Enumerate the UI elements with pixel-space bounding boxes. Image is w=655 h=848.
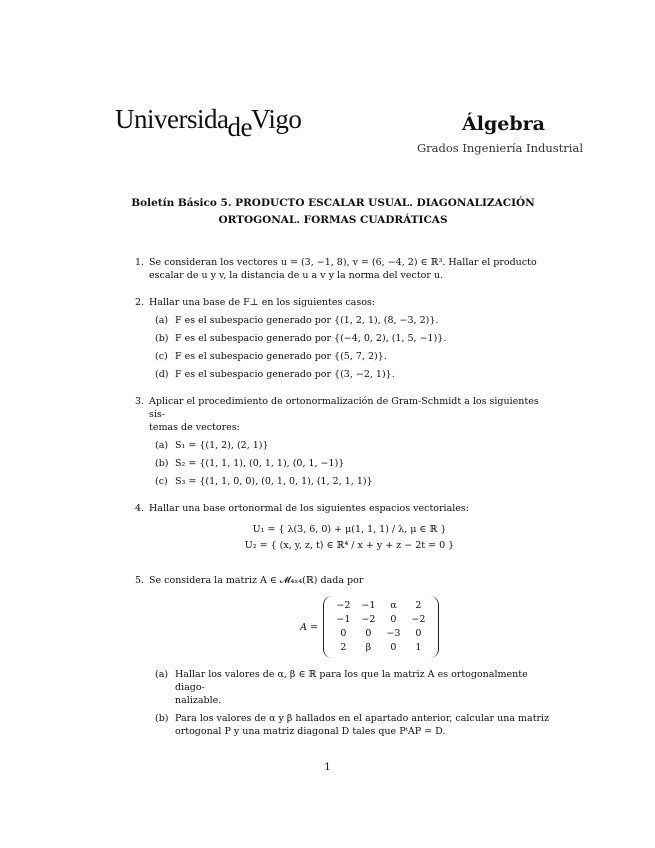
- matrix-a: [189, 596, 550, 658]
- exercise-number: 1.: [135, 257, 145, 268]
- matrix-row: [332, 614, 430, 626]
- subitem: [155, 475, 550, 488]
- subitem-label: (a): [155, 315, 169, 326]
- subitem-list: [149, 314, 550, 381]
- exercise-text: Aplicar el procedimiento de ortonormalización de Gram-Schmidt a los siguientes sis-: [149, 396, 539, 420]
- subitem-label: (c): [155, 351, 168, 362]
- matrix-cell: 1: [415, 642, 422, 653]
- matrix-cell: 0: [365, 628, 372, 639]
- subitem-text: F es el subespacio generado por {(3, −2, 1)}.: [175, 369, 395, 380]
- matrix-table: [323, 596, 439, 658]
- subitem-text: S₁ = {(1, 2), (2, 1)}: [175, 440, 269, 451]
- matrix-cell: β: [365, 642, 372, 653]
- matrix-cell: α: [390, 600, 397, 611]
- exercise-3: [135, 395, 550, 488]
- matrix-row: [332, 642, 430, 654]
- course-title: Álgebra: [462, 113, 545, 135]
- matrix-cell: 2: [415, 600, 422, 611]
- exercise-text: Hallar una base de F⊥ en los siguientes casos:: [149, 297, 375, 308]
- exercise-5: [135, 574, 550, 738]
- subitem-label: (c): [155, 476, 168, 487]
- subitem-list: [149, 439, 550, 488]
- exercise-1: [135, 256, 550, 282]
- matrix-cell: −3: [386, 628, 401, 639]
- exercise-2: [135, 296, 550, 381]
- bulletin-line-1: Boletín Básico 5. PRODUCTO ESCALAR USUAL. DIAGONALIZACIÓN: [131, 197, 535, 209]
- subitem-text: S₂ = {(1, 1, 1), (0, 1, 1), (0, 1, −1)}: [175, 458, 345, 469]
- subitem-text: Hallar los valores de α, β ∈ ℝ para los que la matriz A es ortogonalmente diago-: [175, 669, 528, 693]
- subitem: [155, 314, 550, 327]
- matrix-cell: 0: [390, 642, 397, 653]
- exercise-list: [135, 256, 550, 743]
- exercise-text: Se consideran los vectores u = (3, −1, 8), v = (6, −4, 2) ∈ ℝ³. Hallar el producto: [149, 257, 537, 268]
- matrix-cell: −1: [336, 614, 351, 625]
- bulletin-line-2: ORTOGONAL. FORMAS CUADRÁTICAS: [218, 214, 448, 226]
- subitem-label: (b): [155, 458, 169, 469]
- subitem-label: (b): [155, 713, 169, 724]
- exercise-number: 4.: [135, 503, 145, 514]
- subitem-text: ortogonal P y una matriz diagonal D tales que PᵗAP = D.: [175, 726, 446, 737]
- exercise-4: [135, 502, 550, 552]
- equation-u1: U₁ = { λ(3, 6, 0) + μ(1, 1, 1) / λ, μ ∈ ℝ }: [252, 524, 447, 535]
- matrix-cell: 0: [340, 628, 347, 639]
- bulletin-title: [110, 195, 556, 229]
- subitem-label: (a): [155, 440, 169, 451]
- subitem-text: S₃ = {(1, 1, 0, 0), (0, 1, 0, 1), (1, 2, 1, 1)}: [175, 476, 373, 487]
- exercise-text: Se considera la matriz A ∈ 𝓜₄ₓ₄(ℝ) dada por: [149, 575, 364, 586]
- matrix-label: A =: [300, 621, 318, 633]
- university-logo: UniversidadeVigo: [115, 104, 302, 142]
- matrix-cell: 0: [390, 614, 397, 625]
- exercise-number: 3.: [135, 396, 145, 407]
- subitem-text: F es el subespacio generado por {(1, 2, 1), (8, −3, 2)}.: [175, 315, 439, 326]
- subitem: [155, 332, 550, 345]
- subitem-text: F es el subespacio generado por {(5, 7, 2)}.: [175, 351, 387, 362]
- subitem: [155, 457, 550, 470]
- subitem: [155, 439, 550, 452]
- matrix-cell: −2: [411, 614, 426, 625]
- subitem-label: (b): [155, 333, 169, 344]
- exercise-text: Hallar una base ortonormal de los siguientes espacios vectoriales:: [149, 503, 469, 514]
- page-number: 1: [324, 762, 331, 773]
- exercise-number: 2.: [135, 297, 145, 308]
- matrix-cell: −2: [361, 614, 376, 625]
- exercise-text: escalar de u y v, la distancia de u a v y la norma del vector u.: [149, 270, 444, 281]
- course-subtitle: Grados Ingeniería Industrial: [416, 141, 583, 155]
- subitem-text: nalizable.: [175, 695, 222, 706]
- equation-u2: U₂ = { (x, y, z, t) ∈ ℝ⁴ / x + y + z − 2t = 0 }: [244, 540, 455, 551]
- exercise-number: 5.: [135, 575, 145, 586]
- subitem-label: (a): [155, 669, 169, 680]
- subitem: [155, 350, 550, 363]
- matrix-row: [332, 628, 430, 640]
- subitem-list: [149, 668, 550, 738]
- subitem-text: F es el subespacio generado por {(−4, 0, 2), (1, 5, −1)}.: [175, 333, 447, 344]
- subitem: [155, 368, 550, 381]
- subitem: [155, 712, 550, 738]
- matrix-cell: −2: [336, 600, 351, 611]
- matrix-row: [332, 600, 430, 612]
- subitem-text: Para los valores de α y β hallados en el apartado anterior, calcular una matriz: [175, 713, 550, 724]
- subitem: [155, 668, 550, 707]
- exercise-text: temas de vectores:: [149, 422, 240, 433]
- subitem-label: (d): [155, 369, 169, 380]
- matrix-cell: 0: [415, 628, 422, 639]
- matrix-cell: 2: [340, 642, 347, 653]
- matrix-cell: −1: [361, 600, 376, 611]
